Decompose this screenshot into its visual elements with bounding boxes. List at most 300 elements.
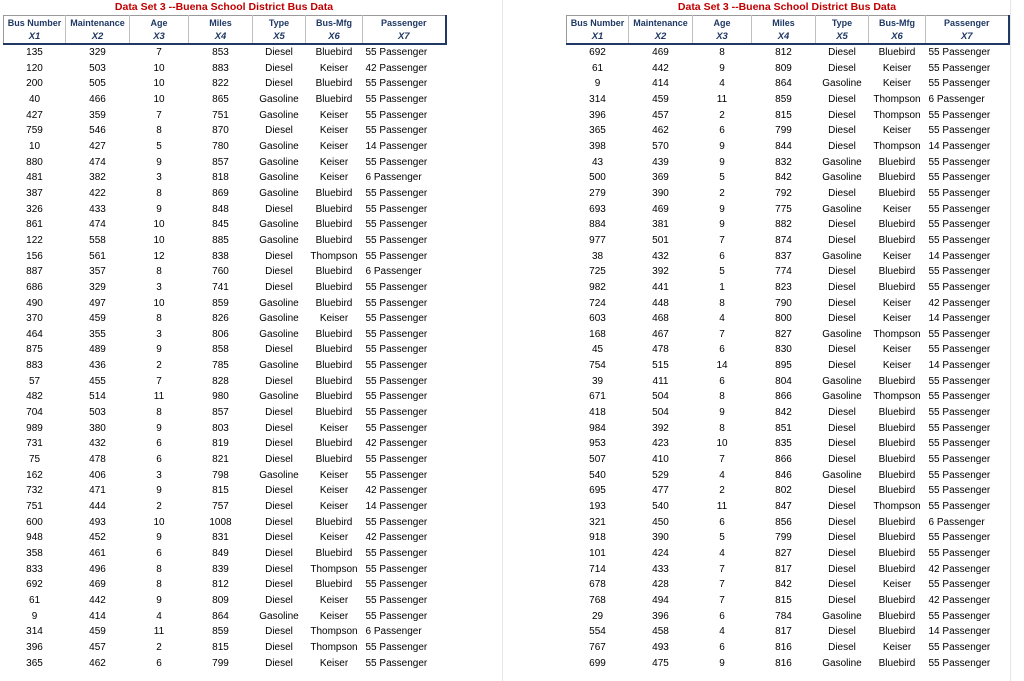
table-cell[interactable]: 529 — [652, 469, 669, 481]
table-cell[interactable]: Bluebird — [315, 297, 353, 309]
table-cell[interactable]: 826 — [212, 313, 229, 325]
table-cell[interactable]: Diesel — [828, 93, 856, 105]
table-cell[interactable]: Keiser — [319, 594, 349, 606]
table-cell[interactable]: 704 — [26, 407, 43, 419]
table-cell[interactable]: Diesel — [265, 281, 293, 293]
table-cell[interactable]: 751 — [26, 501, 43, 513]
table-cell[interactable]: 693 — [589, 203, 606, 215]
table-cell[interactable]: 887 — [26, 266, 43, 278]
table-cell[interactable]: Diesel — [828, 47, 856, 58]
table-cell[interactable]: Gasoline — [822, 375, 862, 387]
table-cell[interactable]: 827 — [775, 328, 792, 340]
col-header[interactable]: Maintenance — [629, 16, 693, 31]
table-cell[interactable]: 39 — [591, 375, 604, 387]
table-cell[interactable]: 455 — [89, 375, 106, 387]
table-cell[interactable]: Diesel — [265, 501, 293, 513]
table-cell[interactable]: Bluebird — [878, 657, 916, 669]
table-cell[interactable]: 500 — [589, 172, 606, 184]
table-cell[interactable]: 358 — [26, 548, 43, 559]
table-cell[interactable]: 45 — [591, 344, 604, 356]
table-cell[interactable]: 857 — [212, 156, 229, 168]
table-cell[interactable]: 8 — [156, 579, 162, 591]
table-cell[interactable]: 6 — [156, 454, 162, 466]
table-cell[interactable]: Gasoline — [259, 93, 299, 105]
table-cell[interactable]: 861 — [26, 219, 43, 231]
table-cell[interactable]: Gasoline — [822, 610, 862, 622]
table-cell[interactable]: 478 — [89, 454, 106, 466]
table-cell[interactable]: 869 — [212, 187, 229, 199]
col-symbol[interactable]: X6 — [869, 30, 926, 44]
table-cell[interactable]: Keiser — [882, 250, 912, 262]
table-cell[interactable]: Bluebird — [878, 485, 916, 497]
table-cell[interactable]: Bluebird — [878, 266, 916, 278]
table-cell[interactable]: 55 Passenger — [365, 219, 428, 231]
table-cell[interactable]: 12 — [153, 250, 165, 262]
table-cell[interactable]: Bluebird — [315, 360, 353, 372]
table-cell[interactable]: 436 — [89, 360, 106, 372]
table-cell[interactable]: 398 — [589, 140, 606, 152]
table-cell[interactable]: Gasoline — [259, 140, 299, 152]
table-cell[interactable]: 156 — [26, 250, 43, 262]
table-cell[interactable]: Keiser — [319, 532, 349, 544]
table-cell[interactable]: 833 — [26, 563, 43, 575]
table-cell[interactable]: 55 Passenger — [365, 125, 428, 137]
table-cell[interactable]: 724 — [589, 297, 606, 309]
table-cell[interactable]: 4 — [719, 313, 725, 325]
table-cell[interactable]: 817 — [775, 563, 792, 575]
table-cell[interactable]: 14 Passenger — [928, 250, 991, 262]
table-cell[interactable]: 7 — [719, 594, 725, 606]
table-cell[interactable]: 450 — [652, 516, 669, 528]
table-cell[interactable]: 387 — [26, 187, 43, 199]
table-cell[interactable]: 885 — [212, 234, 229, 246]
table-cell[interactable]: 55 Passenger — [928, 422, 991, 434]
table-cell[interactable]: 4 — [719, 469, 725, 481]
table-cell[interactable]: 9 — [31, 610, 38, 622]
table-cell[interactable]: Bluebird — [878, 187, 916, 199]
table-cell[interactable]: 784 — [775, 610, 792, 622]
table-cell[interactable]: Bluebird — [315, 375, 353, 387]
table-cell[interactable]: Diesel — [828, 234, 856, 246]
table-cell[interactable]: 496 — [89, 563, 106, 575]
table-cell[interactable]: Diesel — [265, 203, 293, 215]
table-cell[interactable]: 882 — [775, 219, 792, 231]
table-cell[interactable]: Bluebird — [315, 78, 353, 90]
table-cell[interactable]: 809 — [212, 594, 229, 606]
table-cell[interactable]: Keiser — [319, 156, 349, 168]
table-cell[interactable]: Bluebird — [315, 344, 353, 356]
table-cell[interactable]: 200 — [26, 78, 43, 90]
table-cell[interactable]: 865 — [212, 93, 229, 105]
table-cell[interactable]: 880 — [26, 156, 43, 168]
table-cell[interactable]: 42 Passenger — [365, 62, 428, 74]
table-cell[interactable]: 493 — [652, 641, 669, 653]
table-cell[interactable]: 55 Passenger — [365, 516, 428, 528]
table-cell[interactable]: 55 Passenger — [365, 250, 428, 262]
table-cell[interactable]: Diesel — [828, 297, 856, 309]
table-cell[interactable]: 441 — [652, 281, 669, 293]
table-cell[interactable]: 55 Passenger — [928, 78, 991, 90]
table-cell[interactable]: 844 — [775, 140, 792, 152]
table-cell[interactable]: Diesel — [828, 485, 856, 497]
table-cell[interactable]: 8 — [156, 187, 162, 199]
table-cell[interactable]: 42 Passenger — [365, 485, 428, 497]
table-cell[interactable]: 2 — [719, 485, 725, 497]
table-cell[interactable]: Diesel — [828, 125, 856, 137]
table-cell[interactable]: 6 Passenger — [928, 516, 985, 528]
table-cell[interactable]: 11 — [716, 501, 728, 513]
table-cell[interactable]: Diesel — [828, 281, 856, 293]
table-cell[interactable]: 984 — [589, 422, 606, 434]
table-cell[interactable]: 792 — [775, 187, 792, 199]
table-cell[interactable]: Bluebird — [878, 548, 916, 559]
table-cell[interactable]: Diesel — [828, 62, 856, 74]
table-cell[interactable]: 14 Passenger — [365, 501, 428, 513]
table-cell[interactable]: 43 — [591, 156, 604, 168]
table-cell[interactable]: 424 — [652, 548, 669, 559]
table-cell[interactable]: Diesel — [265, 548, 293, 559]
table-cell[interactable]: Bluebird — [878, 407, 916, 419]
table-cell[interactable]: 162 — [26, 469, 43, 481]
table-cell[interactable]: Gasoline — [259, 328, 299, 340]
table-cell[interactable]: 5 — [719, 172, 725, 184]
table-cell[interactable]: 4 — [156, 610, 162, 622]
table-cell[interactable]: 14 Passenger — [928, 140, 991, 152]
table-cell[interactable]: Keiser — [882, 297, 912, 309]
table-cell[interactable]: 10 — [153, 93, 165, 105]
table-cell[interactable]: 355 — [89, 328, 106, 340]
table-cell[interactable]: 55 Passenger — [365, 328, 428, 340]
table-cell[interactable]: Bluebird — [878, 610, 916, 622]
table-cell[interactable]: 396 — [652, 610, 669, 622]
table-cell[interactable]: 874 — [775, 234, 792, 246]
table-cell[interactable]: 505 — [89, 78, 106, 90]
table-cell[interactable]: Gasoline — [822, 469, 862, 481]
table-cell[interactable]: 6 — [156, 657, 162, 669]
table-cell[interactable]: 847 — [775, 501, 792, 513]
table-cell[interactable]: 725 — [589, 266, 606, 278]
table-cell[interactable]: Diesel — [265, 532, 293, 544]
table-cell[interactable]: Keiser — [319, 469, 349, 481]
table-cell[interactable]: 14 Passenger — [928, 626, 991, 638]
table-cell[interactable]: 7 — [156, 375, 162, 387]
table-cell[interactable]: Keiser — [882, 78, 912, 90]
table-cell[interactable]: Bluebird — [878, 532, 916, 544]
table-cell[interactable]: 540 — [589, 469, 606, 481]
table-cell[interactable]: 55 Passenger — [928, 579, 991, 591]
table-cell[interactable]: 390 — [652, 187, 669, 199]
table-cell[interactable]: Diesel — [265, 641, 293, 653]
table-cell[interactable]: 469 — [652, 203, 669, 215]
table-cell[interactable]: Gasoline — [259, 469, 299, 481]
table-cell[interactable]: Diesel — [265, 47, 293, 58]
table-cell[interactable]: Bluebird — [878, 626, 916, 638]
col-symbol[interactable]: X5 — [816, 30, 869, 44]
table-cell[interactable]: 815 — [775, 109, 792, 121]
table-cell[interactable]: 469 — [652, 47, 669, 58]
table-cell[interactable]: 1 — [719, 281, 725, 293]
table-cell[interactable]: 982 — [589, 281, 606, 293]
table-cell[interactable]: 686 — [26, 281, 43, 293]
table-cell[interactable]: 9 — [156, 594, 162, 606]
table-cell[interactable]: 380 — [89, 422, 106, 434]
table-cell[interactable]: Bluebird — [878, 594, 916, 606]
table-cell[interactable]: 866 — [775, 454, 792, 466]
table-cell[interactable]: 439 — [652, 156, 669, 168]
table-cell[interactable]: 7 — [719, 328, 725, 340]
table-cell[interactable]: 55 Passenger — [365, 594, 428, 606]
table-cell[interactable]: 55 Passenger — [365, 297, 428, 309]
table-cell[interactable]: 55 Passenger — [365, 579, 428, 591]
table-cell[interactable]: 856 — [775, 516, 792, 528]
table-cell[interactable]: 10 — [153, 219, 165, 231]
table-cell[interactable]: 870 — [212, 125, 229, 137]
table-cell[interactable]: Diesel — [828, 109, 856, 121]
table-cell[interactable]: 767 — [589, 641, 606, 653]
table-cell[interactable]: 464 — [26, 328, 43, 340]
table-cell[interactable]: Bluebird — [878, 438, 916, 450]
table-cell[interactable]: Gasoline — [822, 203, 862, 215]
table-cell[interactable]: 9 — [719, 203, 725, 215]
col-header[interactable]: Bus-Mfg — [306, 16, 363, 31]
table-cell[interactable]: Bluebird — [878, 47, 916, 58]
col-symbol[interactable]: X5 — [253, 30, 306, 44]
table-cell[interactable]: 411 — [652, 375, 669, 387]
table-cell[interactable]: Diesel — [828, 407, 856, 419]
table-cell[interactable]: 6 — [719, 125, 725, 137]
table-cell[interactable]: 883 — [26, 360, 43, 372]
table-cell[interactable]: 55 Passenger — [928, 266, 991, 278]
table-cell[interactable]: 816 — [775, 641, 792, 653]
table-cell[interactable]: 38 — [591, 250, 604, 262]
table-cell[interactable]: 4 — [719, 78, 725, 90]
col-symbol[interactable]: X4 — [752, 30, 816, 44]
table-cell[interactable]: 471 — [89, 485, 106, 497]
table-cell[interactable]: 61 — [28, 594, 41, 606]
table-cell[interactable]: 732 — [26, 485, 43, 497]
table-cell[interactable]: 851 — [775, 422, 792, 434]
table-cell[interactable]: 741 — [212, 281, 229, 293]
table-cell[interactable]: Bluebird — [315, 438, 353, 450]
table-cell[interactable]: Gasoline — [259, 297, 299, 309]
table-cell[interactable]: 864 — [212, 610, 229, 622]
table-cell[interactable]: 731 — [26, 438, 43, 450]
table-cell[interactable]: 785 — [212, 360, 229, 372]
table-cell[interactable]: Keiser — [882, 125, 912, 137]
table-cell[interactable]: 55 Passenger — [928, 109, 991, 121]
table-cell[interactable]: 9 — [156, 344, 162, 356]
col-header[interactable]: Miles — [752, 16, 816, 31]
table-cell[interactable]: 418 — [589, 407, 606, 419]
table-cell[interactable]: Keiser — [319, 62, 349, 74]
table-cell[interactable]: 821 — [212, 454, 229, 466]
table-cell[interactable]: 977 — [589, 234, 606, 246]
table-cell[interactable]: 493 — [89, 516, 106, 528]
table-cell[interactable]: 55 Passenger — [928, 501, 991, 513]
table-cell[interactable]: Diesel — [265, 563, 293, 575]
table-cell[interactable]: 6 — [156, 438, 162, 450]
table-cell[interactable]: Diesel — [265, 125, 293, 137]
table-cell[interactable]: 474 — [89, 219, 106, 231]
table-cell[interactable]: Thompson — [310, 626, 358, 638]
table-cell[interactable]: Diesel — [828, 422, 856, 434]
table-cell[interactable]: 55 Passenger — [365, 47, 428, 58]
table-cell[interactable]: 55 Passenger — [365, 344, 428, 356]
table-cell[interactable]: Keiser — [882, 203, 912, 215]
table-cell[interactable]: 839 — [212, 563, 229, 575]
col-header[interactable]: Bus Number — [4, 16, 66, 31]
table-cell[interactable]: 55 Passenger — [365, 281, 428, 293]
table-cell[interactable]: Keiser — [319, 109, 349, 121]
table-cell[interactable]: 494 — [652, 594, 669, 606]
table-cell[interactable]: 546 — [89, 125, 106, 137]
table-cell[interactable]: Diesel — [828, 579, 856, 591]
table-cell[interactable]: 477 — [652, 485, 669, 497]
table-cell[interactable]: 842 — [775, 579, 792, 591]
table-cell[interactable]: 10 — [153, 234, 165, 246]
table-cell[interactable]: Bluebird — [878, 469, 916, 481]
table-cell[interactable]: Diesel — [828, 360, 856, 372]
table-cell[interactable]: Diesel — [828, 219, 856, 231]
table-cell[interactable]: 314 — [26, 626, 43, 638]
table-cell[interactable]: 799 — [775, 532, 792, 544]
table-cell[interactable]: 714 — [589, 563, 606, 575]
col-symbol[interactable]: X1 — [4, 30, 66, 44]
table-cell[interactable]: 457 — [89, 641, 106, 653]
table-cell[interactable]: Diesel — [828, 594, 856, 606]
table-cell[interactable]: Keiser — [882, 344, 912, 356]
table-cell[interactable]: Diesel — [265, 344, 293, 356]
table-cell[interactable]: Diesel — [265, 626, 293, 638]
table-cell[interactable]: 815 — [212, 641, 229, 653]
table-cell[interactable]: 9 — [719, 140, 725, 152]
table-cell[interactable]: 55 Passenger — [365, 469, 428, 481]
table-cell[interactable]: 10 — [28, 140, 41, 152]
table-cell[interactable]: 9 — [719, 62, 725, 74]
table-cell[interactable]: 122 — [26, 234, 43, 246]
table-cell[interactable]: 774 — [775, 266, 792, 278]
table-cell[interactable]: 859 — [212, 297, 229, 309]
table-cell[interactable]: 501 — [652, 234, 669, 246]
table-cell[interactable]: 55 Passenger — [928, 281, 991, 293]
table-cell[interactable]: 5 — [156, 140, 162, 152]
table-cell[interactable]: 55 Passenger — [928, 125, 991, 137]
table-cell[interactable]: Diesel — [265, 657, 293, 669]
table-cell[interactable]: 857 — [212, 407, 229, 419]
table-cell[interactable]: Diesel — [828, 641, 856, 653]
table-cell[interactable]: 6 — [719, 516, 725, 528]
table-cell[interactable]: Bluebird — [315, 266, 353, 278]
table-cell[interactable]: 830 — [775, 344, 792, 356]
table-cell[interactable]: Thompson — [873, 391, 921, 403]
table-cell[interactable]: Keiser — [319, 313, 349, 325]
table-cell[interactable]: 42 Passenger — [928, 563, 991, 575]
table-cell[interactable]: 55 Passenger — [365, 548, 428, 559]
table-cell[interactable]: Gasoline — [259, 391, 299, 403]
table-cell[interactable]: 760 — [212, 266, 229, 278]
table-cell[interactable]: Diesel — [265, 375, 293, 387]
table-cell[interactable]: 432 — [652, 250, 669, 262]
table-cell[interactable]: 468 — [652, 313, 669, 325]
table-cell[interactable]: 452 — [89, 532, 106, 544]
table-cell[interactable]: Keiser — [882, 360, 912, 372]
table-cell[interactable]: Diesel — [828, 140, 856, 152]
table-cell[interactable]: Gasoline — [822, 328, 862, 340]
table-cell[interactable]: 9 — [156, 156, 162, 168]
table-cell[interactable]: 819 — [212, 438, 229, 450]
table-cell[interactable]: 497 — [89, 297, 106, 309]
table-cell[interactable]: 8 — [156, 125, 162, 137]
table-cell[interactable]: 101 — [589, 548, 606, 559]
table-cell[interactable]: 6 — [719, 641, 725, 653]
table-cell[interactable]: 818 — [212, 172, 229, 184]
table-cell[interactable]: Gasoline — [259, 172, 299, 184]
table-cell[interactable]: 803 — [212, 422, 229, 434]
table-cell[interactable]: Gasoline — [259, 156, 299, 168]
col-header[interactable]: Maintenance — [66, 16, 130, 31]
table-cell[interactable]: 751 — [212, 109, 229, 121]
table-cell[interactable]: 359 — [89, 109, 106, 121]
col-symbol[interactable]: X7 — [926, 30, 1009, 44]
table-cell[interactable]: 329 — [89, 47, 106, 58]
table-cell[interactable]: Gasoline — [822, 657, 862, 669]
table-cell[interactable]: 396 — [26, 641, 43, 653]
table-cell[interactable]: 853 — [212, 47, 229, 58]
table-cell[interactable]: 768 — [589, 594, 606, 606]
table-cell[interactable]: 858 — [212, 344, 229, 356]
table-cell[interactable]: 9 — [594, 78, 601, 90]
table-cell[interactable]: 193 — [589, 501, 606, 513]
table-cell[interactable]: Bluebird — [315, 516, 353, 528]
col-header[interactable]: Bus-Mfg — [869, 16, 926, 31]
table-cell[interactable]: 953 — [589, 438, 606, 450]
table-cell[interactable]: 427 — [89, 140, 106, 152]
col-symbol[interactable]: X7 — [363, 30, 446, 44]
table-cell[interactable]: 837 — [775, 250, 792, 262]
table-cell[interactable]: Gasoline — [822, 156, 862, 168]
table-cell[interactable]: 458 — [652, 626, 669, 638]
table-cell[interactable]: 55 Passenger — [928, 344, 991, 356]
col-header[interactable]: Bus Number — [567, 16, 629, 31]
table-cell[interactable]: 369 — [652, 172, 669, 184]
col-header[interactable]: Type — [253, 16, 306, 31]
table-cell[interactable]: 832 — [775, 156, 792, 168]
table-cell[interactable]: 55 Passenger — [928, 485, 991, 497]
table-cell[interactable]: 812 — [212, 579, 229, 591]
table-cell[interactable]: 3 — [156, 469, 162, 481]
table-cell[interactable]: 8 — [156, 563, 162, 575]
table-cell[interactable]: 2 — [719, 187, 725, 199]
table-cell[interactable]: 570 — [652, 140, 669, 152]
table-cell[interactable]: 55 Passenger — [365, 203, 428, 215]
table-cell[interactable]: 14 Passenger — [928, 360, 991, 372]
table-cell[interactable]: Bluebird — [878, 172, 916, 184]
table-cell[interactable]: 14 — [716, 360, 728, 372]
table-cell[interactable]: Diesel — [828, 454, 856, 466]
table-cell[interactable]: 6 — [719, 375, 725, 387]
table-cell[interactable]: Diesel — [828, 438, 856, 450]
table-cell[interactable]: 5 — [719, 266, 725, 278]
table-cell[interactable]: 8 — [156, 313, 162, 325]
table-cell[interactable]: 10 — [153, 62, 165, 74]
table-cell[interactable]: 757 — [212, 501, 229, 513]
table-cell[interactable]: 3 — [156, 281, 162, 293]
table-cell[interactable]: 809 — [775, 62, 792, 74]
table-cell[interactable]: 9 — [156, 485, 162, 497]
table-cell[interactable]: Diesel — [828, 266, 856, 278]
table-cell[interactable]: 838 — [212, 250, 229, 262]
table-cell[interactable]: 381 — [652, 219, 669, 231]
